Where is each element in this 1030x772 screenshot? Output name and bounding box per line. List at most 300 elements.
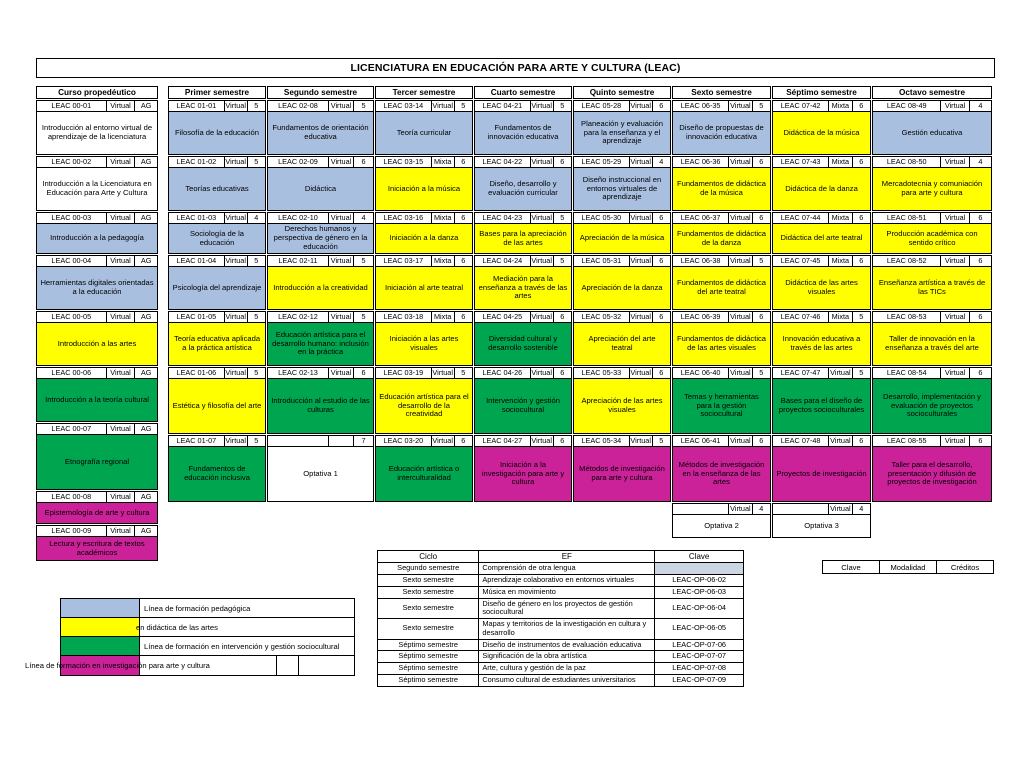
- course-block[interactable]: [267, 100, 374, 155]
- course-clave: LEAC 01-03: [169, 213, 225, 223]
- course-block[interactable]: [168, 435, 266, 502]
- course-key-row: [672, 255, 771, 266]
- course-key-row: [474, 367, 572, 378]
- table-row: [378, 663, 744, 675]
- course-name: Lectura y escritura de textos académicos: [36, 536, 158, 561]
- course-name: Epistemología de arte y cultura: [36, 502, 158, 524]
- course-clave: LEAC 06-38: [673, 256, 729, 266]
- course-name: Educación artística o interculturalidad: [375, 446, 473, 502]
- key-modalidad-label: Modalidad: [880, 561, 937, 573]
- course-creditos: 5: [461, 368, 466, 378]
- course-creditos: 6: [759, 312, 764, 322]
- course-key-row: [36, 491, 158, 502]
- course-block[interactable]: [375, 212, 473, 254]
- course-modalidad: Virtual: [730, 312, 751, 322]
- table-row: [378, 586, 744, 598]
- course-key-row: [573, 156, 671, 167]
- course-block[interactable]: [872, 367, 992, 434]
- course-clave: LEAC 06-37: [673, 213, 729, 223]
- elective-ciclo: Séptimo semestre: [378, 651, 479, 663]
- course-block[interactable]: [36, 311, 158, 366]
- course-modalidad: Virtual: [630, 256, 651, 266]
- course-creditos: 6: [859, 101, 864, 111]
- elective-clave: LEAC-OP-06-03: [655, 586, 744, 598]
- course-modalidad: Virtual: [107, 256, 136, 266]
- legend-row: [61, 637, 354, 656]
- course-block[interactable]: [672, 367, 771, 434]
- course-modalidad: Mixta: [829, 312, 852, 322]
- course-creditos: 6: [461, 157, 466, 167]
- course-block[interactable]: [474, 255, 572, 310]
- course-block[interactable]: [772, 255, 871, 310]
- course-key-row: [872, 100, 992, 111]
- course-block[interactable]: [474, 212, 572, 254]
- course-modalidad: Mixta: [432, 157, 455, 167]
- page-title: [36, 58, 995, 78]
- course-modalidad: Virtual: [329, 368, 354, 378]
- course-key-row: [168, 367, 266, 378]
- course-creditos: 5: [759, 368, 764, 378]
- elective-ciclo: Séptimo semestre: [378, 639, 479, 651]
- course-creditos: 5: [859, 312, 864, 322]
- course-modalidad: Virtual: [630, 436, 651, 446]
- course-creditos: AG: [140, 312, 152, 322]
- course-key-row: [168, 311, 266, 322]
- course-creditos: 4: [659, 157, 664, 167]
- course-name: Temas y herramientas para la gestión sociocultural: [672, 378, 771, 434]
- course-name: Introducción a la creatividad: [267, 266, 374, 310]
- semester-column: [872, 86, 992, 502]
- course-key-row: [474, 156, 572, 167]
- course-modalidad: Mixta: [432, 312, 455, 322]
- course-modalidad: Virtual: [329, 256, 354, 266]
- course-block[interactable]: [474, 311, 572, 366]
- course-modalidad: Virtual: [730, 101, 751, 111]
- key-creditos-label: Créditos: [950, 562, 980, 572]
- course-block[interactable]: [474, 367, 572, 434]
- course-creditos: AG: [140, 213, 152, 223]
- course-key-row: [375, 311, 473, 322]
- course-creditos: 6: [859, 157, 864, 167]
- course-name: Herramientas digitales orientadas a la educación: [36, 266, 158, 310]
- course-name: Fundamentos de didáctica de la danza: [672, 223, 771, 254]
- course-name: Fundamentos de didáctica de la música: [672, 167, 771, 211]
- course-clave: LEAC 01-04: [169, 256, 225, 266]
- course-name: Enseñanza artística a través de las TICs: [872, 266, 992, 310]
- course-name: Estética y filosofía del arte: [168, 378, 266, 434]
- course-block[interactable]: [267, 255, 374, 310]
- course-creditos: AG: [140, 368, 152, 378]
- electives-header-clave: Clave: [655, 551, 744, 563]
- course-key-row: [267, 212, 374, 223]
- course-creditos: 5: [361, 101, 366, 111]
- course-creditos: 6: [659, 213, 664, 223]
- course-name: Diseño instruccional en entornos virtuales de aprendizaje: [573, 167, 671, 211]
- course-name: Iniciación a la investigación para arte y cultura: [474, 446, 572, 502]
- course-block[interactable]: [474, 156, 572, 211]
- course-name: Producción académica con sentido crítico: [872, 223, 992, 254]
- legend-color-swatch: [61, 637, 140, 655]
- semester-column-header: Tercer semestre: [375, 86, 473, 99]
- course-modalidad: Mixta: [829, 256, 852, 266]
- course-name: Apreciación del arte teatral: [573, 322, 671, 366]
- page-title-text: LICENCIATURA EN EDUCACIÓN PARA ARTE Y CULTURA (LEAC): [350, 62, 681, 74]
- course-block[interactable]: [36, 491, 158, 524]
- course-key-row: [772, 100, 871, 111]
- course-block[interactable]: [375, 367, 473, 434]
- course-clave: LEAC 08-54: [873, 368, 941, 378]
- course-creditos: 5: [759, 101, 764, 111]
- course-block[interactable]: [168, 212, 266, 254]
- course-clave: LEAC 04-27: [475, 436, 531, 446]
- course-key-row: [168, 100, 266, 111]
- course-key-row: [36, 212, 158, 223]
- course-name: Bases para la apreciación de las artes: [474, 223, 572, 254]
- course-block[interactable]: [573, 435, 671, 502]
- course-modalidad: Mixta: [829, 101, 852, 111]
- course-clave: LEAC 07-47: [773, 368, 829, 378]
- course-clave: LEAC 02-11: [268, 256, 329, 266]
- course-modalidad: Virtual: [730, 504, 751, 514]
- course-key-row: [772, 367, 871, 378]
- course-key-row: [772, 503, 871, 514]
- course-name: Educación artística para el desarrollo humano: inclusión en la práctica: [267, 322, 374, 366]
- table-row: [378, 639, 744, 651]
- course-key-row: [672, 435, 771, 446]
- course-clave: LEAC 01-02: [169, 157, 225, 167]
- course-modalidad: Virtual: [830, 368, 851, 378]
- course-clave: LEAC 05-30: [574, 213, 630, 223]
- course-creditos: 6: [759, 213, 764, 223]
- course-block[interactable]: [267, 311, 374, 366]
- course-clave: LEAC 00-05: [37, 312, 107, 322]
- course-block[interactable]: [474, 100, 572, 155]
- table-row: [378, 619, 744, 639]
- course-name: Taller de innovación en la enseñanza a través del arte: [872, 322, 992, 366]
- course-modalidad: Virtual: [107, 213, 136, 223]
- course-clave: LEAC 07-43: [773, 157, 829, 167]
- course-block[interactable]: [672, 156, 771, 211]
- elective-clave: LEAC-OP-06-04: [655, 598, 744, 618]
- course-modalidad: Virtual: [830, 436, 851, 446]
- course-name: Diseño, desarrollo y evaluación curricular: [474, 167, 572, 211]
- electives-table: [377, 550, 744, 687]
- course-modalidad: Virtual: [531, 312, 552, 322]
- course-name: Fundamentos de didáctica del arte teatral: [672, 266, 771, 310]
- course-key-row: [267, 156, 374, 167]
- course-modalidad: Virtual: [432, 368, 453, 378]
- course-block[interactable]: [375, 311, 473, 366]
- course-key-row: [375, 212, 473, 223]
- course-key-row: [267, 367, 374, 378]
- course-creditos: 5: [659, 436, 664, 446]
- course-name: Optativa 1: [267, 446, 374, 502]
- course-block[interactable]: [772, 100, 871, 155]
- elective-name: Consumo cultural de estudiantes universitarios: [479, 674, 655, 686]
- course-block[interactable]: [36, 367, 158, 422]
- course-clave: LEAC 06-36: [673, 157, 729, 167]
- course-block[interactable]: [36, 423, 158, 490]
- course-clave: LEAC 01-06: [169, 368, 225, 378]
- course-key-row: [267, 435, 374, 446]
- course-clave: LEAC 02-13: [268, 368, 329, 378]
- course-creditos: 4: [978, 157, 983, 167]
- course-block[interactable]: [375, 435, 473, 502]
- course-modalidad: Virtual: [630, 157, 651, 167]
- elective-ciclo: Sexto semestre: [378, 586, 479, 598]
- course-modalidad: Virtual: [941, 101, 969, 111]
- electives-header-ciclo: Ciclo: [378, 551, 479, 563]
- course-creditos: 6: [978, 436, 983, 446]
- course-key-row: [474, 255, 572, 266]
- elective-ciclo: Segundo semestre: [378, 563, 479, 575]
- course-creditos: 6: [759, 436, 764, 446]
- course-name: Introducción a la Licenciatura en Educación para Arte y Cultura: [36, 167, 158, 211]
- course-block[interactable]: [573, 156, 671, 211]
- course-clave: LEAC 03-16: [376, 213, 432, 223]
- course-modalidad: Virtual: [941, 157, 969, 167]
- course-name: Didáctica de las artes visuales: [772, 266, 871, 310]
- course-clave: LEAC 05-33: [574, 368, 630, 378]
- course-clave: LEAC 03-17: [376, 256, 432, 266]
- course-block[interactable]: [872, 435, 992, 502]
- course-modalidad: Virtual: [531, 368, 552, 378]
- course-block[interactable]: [672, 100, 771, 155]
- course-block[interactable]: [672, 212, 771, 254]
- course-key-row: [772, 212, 871, 223]
- course-key-row: [375, 100, 473, 111]
- semester-column: [573, 86, 671, 502]
- course-key-row: [672, 156, 771, 167]
- course-clave: LEAC 07-46: [773, 312, 829, 322]
- course-key-row: [772, 156, 871, 167]
- course-name: Intervención y gestión sociocultural: [474, 378, 572, 434]
- legend-extra-cells: [276, 656, 356, 675]
- course-block[interactable]: [36, 100, 158, 155]
- course-block[interactable]: [474, 435, 572, 502]
- course-name: Introducción a la pedagogía: [36, 223, 158, 254]
- course-block[interactable]: [573, 367, 671, 434]
- course-block[interactable]: [573, 100, 671, 155]
- course-block[interactable]: [772, 367, 871, 434]
- course-key-row: [872, 435, 992, 446]
- course-name: Apreciación de las artes visuales: [573, 378, 671, 434]
- course-block[interactable]: [672, 255, 771, 310]
- course-name: Fundamentos de innovación educativa: [474, 111, 572, 155]
- course-creditos: 6: [859, 256, 864, 266]
- course-key-row: [474, 100, 572, 111]
- course-modalidad: Virtual: [730, 436, 751, 446]
- course-modalidad: Virtual: [225, 312, 246, 322]
- course-clave: LEAC 07-44: [773, 213, 829, 223]
- course-modalidad: Virtual: [531, 101, 552, 111]
- course-creditos: 6: [560, 312, 565, 322]
- legend-extra-cell: [276, 656, 298, 675]
- course-clave: LEAC 07-45: [773, 256, 829, 266]
- course-creditos: 6: [560, 157, 565, 167]
- course-key-row: [772, 311, 871, 322]
- elective-ciclo: Sexto semestre: [378, 619, 479, 639]
- course-clave: LEAC 04-22: [475, 157, 531, 167]
- course-modalidad: Virtual: [630, 101, 651, 111]
- course-modalidad: Virtual: [329, 213, 354, 223]
- course-key-row: [672, 100, 771, 111]
- course-modalidad: Virtual: [531, 256, 552, 266]
- course-clave: LEAC 01-07: [169, 436, 225, 446]
- course-name: Introducción a las artes: [36, 322, 158, 366]
- course-block[interactable]: [573, 212, 671, 254]
- course-name: Didáctica de la danza: [772, 167, 871, 211]
- course-block[interactable]: [267, 156, 374, 211]
- course-key-row: [36, 525, 158, 536]
- course-block[interactable]: [772, 212, 871, 254]
- course-name: Proyectos de investigación: [772, 446, 871, 502]
- course-modalidad: Virtual: [107, 492, 136, 502]
- elective-name: Arte, cultura y gestión de la paz: [479, 663, 655, 675]
- course-block[interactable]: [872, 100, 992, 155]
- course-modalidad: Virtual: [107, 312, 136, 322]
- course-creditos: 6: [859, 436, 864, 446]
- course-block[interactable]: [772, 156, 871, 211]
- course-creditos: 6: [659, 312, 664, 322]
- course-block[interactable]: [573, 311, 671, 366]
- course-block[interactable]: [872, 311, 992, 366]
- course-name: Métodos de investigación para arte y cultura: [573, 446, 671, 502]
- legend-row: [61, 599, 354, 618]
- course-key-row: [872, 255, 992, 266]
- course-creditos: 6: [978, 368, 983, 378]
- course-key-row: [168, 156, 266, 167]
- course-key-row: [672, 503, 771, 514]
- legend-label: Línea de formación en intervención y gestión sociocultural: [144, 641, 340, 651]
- course-name: Teoría educativa aplicada a la práctica artística: [168, 322, 266, 366]
- course-block[interactable]: [573, 255, 671, 310]
- course-modalidad: Virtual: [531, 157, 552, 167]
- course-key-row: [872, 156, 992, 167]
- elective-name: Mapas y territorios de la investigación en cultura y desarrollo: [479, 619, 655, 639]
- course-block[interactable]: [872, 212, 992, 254]
- course-modalidad: Virtual: [730, 368, 751, 378]
- course-block[interactable]: [772, 435, 871, 502]
- course-clave: LEAC 00-09: [37, 526, 107, 536]
- course-name: Optativa 3: [772, 514, 871, 538]
- course-modalidad: Virtual: [730, 157, 751, 167]
- semester-column: [36, 86, 158, 561]
- course-creditos: AG: [140, 424, 152, 434]
- course-creditos: 5: [461, 101, 466, 111]
- course-block[interactable]: [168, 311, 266, 366]
- course-key-row: [375, 156, 473, 167]
- course-block[interactable]: [772, 503, 871, 538]
- course-name: Innovación educativa a través de las artes: [772, 322, 871, 366]
- course-name: Introducción al entorno virtual de aprendizaje de la licenciatura: [36, 111, 158, 155]
- course-name: Introducción al estudio de las culturas: [267, 378, 374, 434]
- course-name: Métodos de investigación en la enseñanza de las artes: [672, 446, 771, 502]
- course-block[interactable]: [267, 435, 374, 502]
- course-block[interactable]: [36, 212, 158, 254]
- course-name: Educación artística para el desarrollo de la creatividad: [375, 378, 473, 434]
- course-name: Iniciación a la danza: [375, 223, 473, 254]
- course-creditos: 6: [659, 368, 664, 378]
- course-block[interactable]: [168, 100, 266, 155]
- course-modalidad: Virtual: [432, 101, 453, 111]
- course-creditos: 6: [361, 157, 366, 167]
- course-modalidad: Virtual: [941, 436, 969, 446]
- elective-clave: LEAC-OP-07-07: [655, 651, 744, 663]
- course-name: Fundamentos de educación inclusiva: [168, 446, 266, 502]
- course-modalidad: Mixta: [432, 256, 455, 266]
- course-creditos: 5: [361, 256, 366, 266]
- course-block[interactable]: [872, 156, 992, 211]
- course-block[interactable]: [672, 503, 771, 538]
- course-block[interactable]: [36, 156, 158, 211]
- elective-name: Diseño de género en los proyectos de gestión sociocultural: [479, 598, 655, 618]
- course-modalidad: [329, 436, 354, 446]
- table-row: [378, 598, 744, 618]
- course-block[interactable]: [672, 311, 771, 366]
- course-name: Diseño de propuestas de innovación educativa: [672, 111, 771, 155]
- course-block[interactable]: [168, 367, 266, 434]
- course-clave: [673, 504, 729, 514]
- course-modalidad: Virtual: [531, 436, 552, 446]
- course-block[interactable]: [168, 156, 266, 211]
- course-block[interactable]: [772, 311, 871, 366]
- course-creditos: 6: [978, 312, 983, 322]
- key-legend-box: [822, 560, 994, 574]
- course-clave: LEAC 03-19: [376, 368, 432, 378]
- course-creditos: 6: [361, 368, 366, 378]
- course-block[interactable]: [375, 255, 473, 310]
- legend-row: [25, 656, 354, 675]
- course-key-row: [573, 100, 671, 111]
- course-creditos: 5: [254, 368, 259, 378]
- table-row: [378, 563, 744, 575]
- course-block[interactable]: [168, 255, 266, 310]
- course-key-row: [36, 311, 158, 322]
- course-clave: LEAC 08-55: [873, 436, 941, 446]
- course-name: Mediación para la enseñanza a través de las artes: [474, 266, 572, 310]
- course-block[interactable]: [672, 435, 771, 502]
- semester-column-header: Séptimo semestre: [772, 86, 871, 99]
- course-clave: LEAC 02-12: [268, 312, 329, 322]
- course-block[interactable]: [375, 100, 473, 155]
- course-modalidad: Virtual: [329, 157, 354, 167]
- course-name: Iniciación al arte teatral: [375, 266, 473, 310]
- course-creditos: 5: [759, 256, 764, 266]
- course-block[interactable]: [267, 367, 374, 434]
- course-clave: [773, 504, 829, 514]
- course-block[interactable]: [375, 156, 473, 211]
- course-key-row: [375, 435, 473, 446]
- course-creditos: AG: [140, 492, 152, 502]
- course-clave: LEAC 02-09: [268, 157, 329, 167]
- elective-clave: LEAC-OP-06-02: [655, 575, 744, 587]
- course-key-row: [168, 212, 266, 223]
- course-creditos: 6: [461, 436, 466, 446]
- elective-name: Diseño de instrumentos de evaluación educativa: [479, 639, 655, 651]
- course-block[interactable]: [36, 525, 158, 561]
- course-clave: LEAC 06-39: [673, 312, 729, 322]
- course-clave: LEAC 00-01: [37, 101, 107, 111]
- elective-clave: LEAC-OP-07-06: [655, 639, 744, 651]
- table-row: [378, 674, 744, 686]
- course-creditos: 6: [759, 157, 764, 167]
- course-name: Fundamentos de didáctica de las artes visuales: [672, 322, 771, 366]
- course-block[interactable]: [267, 212, 374, 254]
- course-block[interactable]: [36, 255, 158, 310]
- course-block[interactable]: [872, 255, 992, 310]
- semester-column-header: Sexto semestre: [672, 86, 771, 99]
